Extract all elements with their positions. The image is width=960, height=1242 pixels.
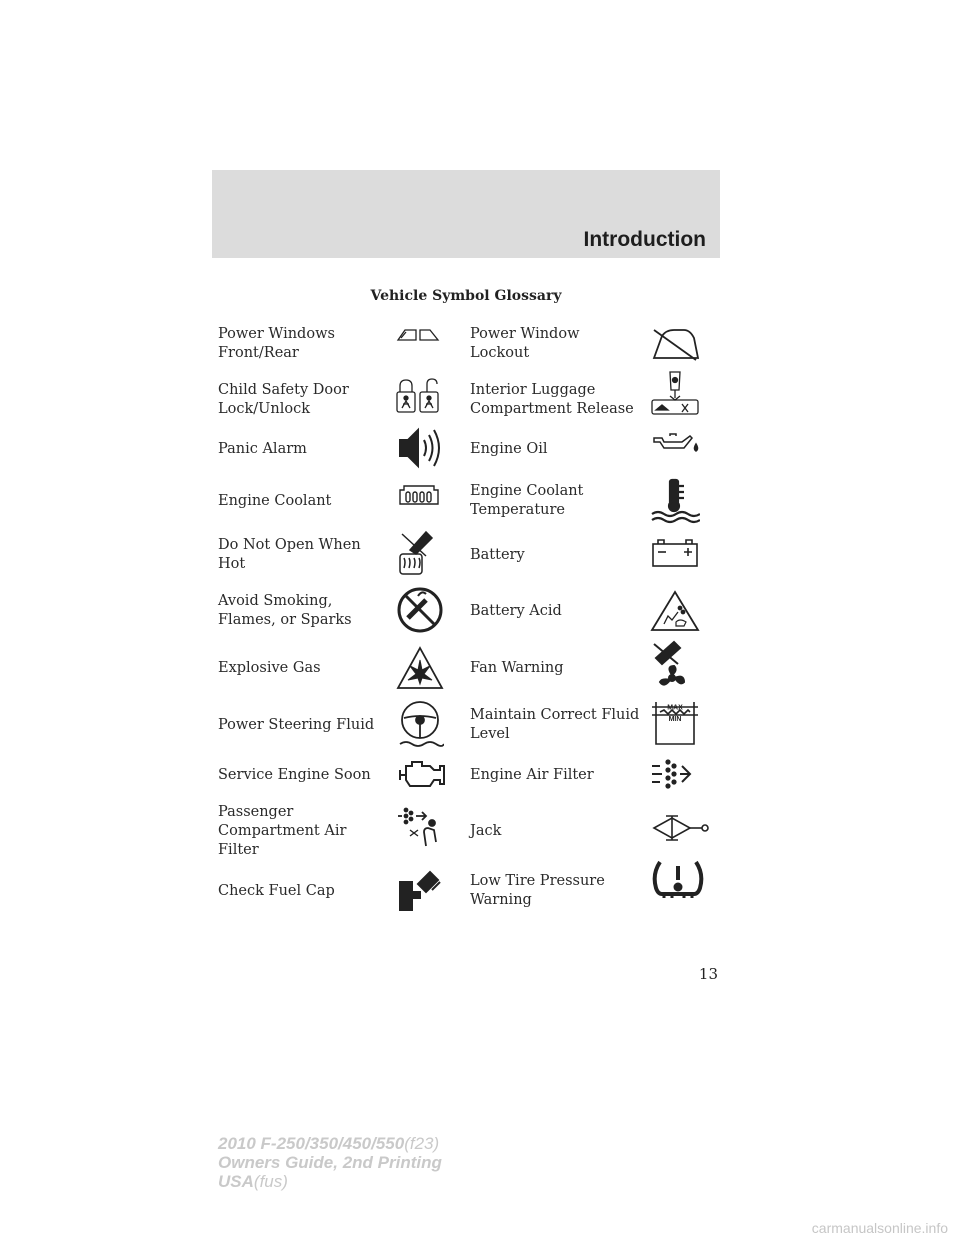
symbol-label: Service Engine Soon [218,766,371,783]
battery-icon [650,538,700,568]
symbol-label: Fan Warning [470,659,564,676]
footer-printing: Owners Guide, 2nd Printing [218,1153,442,1172]
symbol-label: Child Safety Door Lock/Unlock [218,382,349,417]
symbol-label: Power Windows Front/Rear [218,326,335,361]
footer-model-code: (f23) [404,1134,440,1153]
document-footer [218,1134,442,1191]
symbol-label: Power Window Lockout [470,326,580,361]
fluid-min-mark: MIN [668,716,682,723]
symbol-label: Engine Coolant Temperature [470,483,584,518]
glossary-row [218,428,720,470]
glossary-row [218,700,720,750]
window-lockout-icon [650,326,700,362]
symbol-label: Passenger Compartment Air Filter [218,803,347,858]
section-title: Introduction [583,228,706,251]
panic-alarm-icon [396,426,442,470]
symbol-label: Engine Coolant [218,492,332,509]
glossary-row [218,586,720,636]
glossary-row [218,478,720,524]
glossary-row [218,322,720,366]
page-number: 13 [698,965,718,983]
cabin-air-filter-icon [396,806,444,852]
engine-oil-icon [650,430,702,454]
child-lock-icon [396,378,440,414]
engine-air-filter-icon [650,756,702,792]
glossary-row [218,376,720,424]
symbol-label: Low Tire Pressure Warning [470,873,605,908]
fluid-max-mark: MAX [667,704,683,712]
symbol-label: Interior Luggage Compartment Release [470,382,634,417]
glossary-row [218,866,720,916]
symbol-label: Do Not Open When Hot [218,537,361,572]
section-header [212,170,720,258]
do-not-open-hot-icon [396,530,436,576]
symbol-label: Engine Oil [470,440,548,457]
symbol-label: Engine Air Filter [470,766,594,783]
battery-acid-icon [650,590,700,632]
watermark[interactable]: carmanualsonline.info [811,1220,948,1236]
explosive-gas-icon [396,646,444,690]
symbol-label: Battery Acid [470,602,562,619]
no-smoking-icon [396,586,444,634]
power-steering-fluid-icon [396,700,444,750]
engine-coolant-icon [396,484,442,508]
glossary-row [218,644,720,692]
glossary-row [218,532,720,578]
service-engine-icon [396,758,448,790]
glossary-row [218,758,720,792]
footer-region-code: (fus) [253,1172,288,1191]
symbol-label: Power Steering Fluid [218,716,375,733]
fan-warning-icon [650,640,696,692]
symbol-label: Panic Alarm [218,440,307,457]
symbol-label: Jack [470,822,502,839]
luggage-release-icon [650,370,700,416]
symbol-label: Battery [470,546,525,563]
symbol-label: Maintain Correct Fluid Level [470,707,640,742]
jack-icon [650,814,710,844]
glossary-row [218,803,720,858]
symbol-label: Explosive Gas [218,659,321,676]
footer-model: 2010 F-250/350/450/550 [218,1134,405,1153]
fuel-cap-icon [396,868,444,914]
coolant-temperature-icon [650,478,700,524]
symbol-label: Avoid Smoking, Flames, or Sparks [218,593,352,628]
power-windows-icon [396,326,440,342]
tire-pressure-icon [650,856,706,902]
glossary-title: Vehicle Symbol Glossary [370,288,562,304]
fluid-level-icon [650,700,700,746]
footer-region: USA [218,1172,254,1191]
symbol-label: Check Fuel Cap [218,882,335,899]
